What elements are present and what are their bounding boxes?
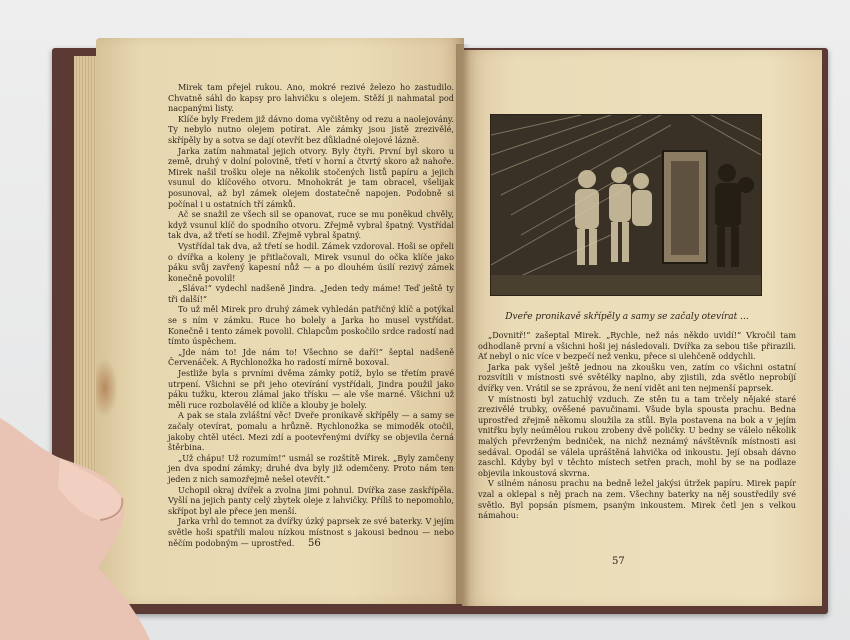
illustration-caption: Dveře pronikavě skřípěly a samy se začaly otevírat ... bbox=[505, 312, 749, 322]
paragraph: A pak se stala zvláštní věc! Dveře pronikavě skřípěly — a samy se začaly otevírat, pomalu a hrůzně. Rychlonožka se mimoděk otočil, jakoby chtěl utéci. Mezi zdí a pootevřenými dvířky se objevila černá štěrbina. bbox=[168, 410, 454, 453]
paragraph: Mirek tam přejel rukou. Ano, mokré rezivé železo ho zastudilo. Chvatně sáhl do kapsy pro lahvičku s olejem. Stěží ji nahmatal pod nacpanými listy. bbox=[168, 82, 454, 114]
paragraph: V silném nánosu prachu na bedně ležel jakýsi útržek papíru. Mirek papír vzal a oklepal s něj prach na zem. Všechny baterky na něj soustředily své světlo. Byl popsán písmem, psaným inkoustem. Mirek četl jen s velkou námahou: bbox=[478, 478, 796, 521]
left-page bbox=[96, 38, 464, 604]
paragraph: Jarka zatím nahmatal jejich otvory. Byly čtyři. První byl skoro u země, druhý v dolní polovině, třetí v horní a čtvrtý skoro až nahoře. Mirek našil trošku oleje na několik stočených listů papíru a jejich vsunul do klíčového otvoru. Mnohokrát je tam obracel, všelijak posunoval, až byl zámek olejem dostatečně napojen. Podobně si počínal i u ostatních tří zámků. bbox=[168, 145, 454, 209]
paragraph: Jestliže byla s prvními dvěma zámky potíž, bylo se třetím pravé utrpení. Všichni se při jeho otevírání vystřídali, Jindra použil jako páku tužku, kterou zlámal jako třísku — ale vše marné. Všichni už měli ruce rozbolavělé od klíče a klouby je bolely. bbox=[168, 368, 454, 410]
hand-holding-book bbox=[0, 418, 150, 640]
right-page-text bbox=[478, 330, 796, 521]
paragraph: V místnosti byl zatuchlý vzduch. Ze stěn tu a tam trčely nějaké staré zrezivělé trubky, ověšené pavučinami. Všude byla spousta prachu. Bedna uprostřed zřejmě někomu sloužila za stůl. Byla postavena na bok a v jejím vnitřku byly neúmělou rukou zrobeny dvě poličky. U bedny se válelo několik malých převrženým bedniček, na nichž neznámý návštěvník místnosti asi sedával. Opodál se válela upráštěná lahvička od inkoustu. Její obsah dávno zaschl. Kdyby byl v těchto místech setřen prach, mohl by se na podlaze objevila inkoustová skvrna. bbox=[478, 393, 796, 478]
paragraph: Vystřídal tak dva, až třetí se hodil. Zámek vzdoroval. Hoši se opřeli o dvířka a koleny je přitlačovali, Mirek vsunul do očka klíče jako páku svůj zavřený kapesní nůž — a po dlouhém úsilí rezivý zámek konečně povolil! bbox=[168, 240, 454, 283]
book-gutter bbox=[456, 44, 470, 606]
paragraph: „Dovnitř!“ zašeptal Mirek. „Rychle, než nás někdo uvidí!“ Vkročil tam odhodlaně první a všichni hoši jej následovali. Dvířka za sebou tiše přirazili. Ať nebyl o nic více v bezpečí než venku, přece si ulehčeně oddychli. bbox=[478, 330, 796, 362]
paragraph: Klíče byly Fredem již dávno doma vyčištěny od rezu a naolejovány. Ty nebylo nutno olejem potírat. Ale zámky jsou jistě zrezivělé, skřípěly by a sotva se dají otevřít bez důkladné olejové lázně. bbox=[168, 113, 454, 145]
right-page bbox=[462, 50, 822, 606]
paragraph: Jarka pak vyšel ještě jednou na zkoušku ven, zatím co všichni ostatní rozsvítili v místnosti své světélky naplno, aby zjistili, zda světlo neprobíjí dvířky ven. Vrátil se se zprávou, že není vidět ani ten nejmenší paprsek. bbox=[478, 361, 796, 393]
paragraph: „Už chápu! Už rozumím!“ usmál se rozštítě Mirek. „Byly zamčeny jen dva spodní zámky; druhé dva byly již odemčeny. Proto nám ten jeden z nich samozřejmě nešel otevřít.“ bbox=[168, 452, 454, 484]
page-number-left: 56 bbox=[308, 538, 321, 549]
page-stain bbox=[96, 358, 118, 418]
paragraph: To už měl Mirek pro druhý zámek vyhledán patřičný klíč a potýkal se s ním v zámku. Ruce ho bolely a Jarka ho musel vystřídat. Konečně i tento zámek povolil. Chlapcům poskočilo srdce radostí nad tímto úspěchem. bbox=[168, 304, 454, 347]
page-number-right: 57 bbox=[612, 556, 625, 567]
paragraph: Jarka vrhl do temnot za dvířky úzký paprsek ze své baterky. V jejím světle hoši spatřili malou nízkou místnost s jakousi bednou — nebo něčím podobným — uprostřed. bbox=[168, 516, 454, 548]
paragraph: Uchopil okraj dvířek a zvolna jimi pohnul. Dvířka zase zaskřípěla. Vyšlí na jejich panty celý zbytek oleje z lahvičky. Příliš to nepomohlo, skřípot byl ale přece jen menší. bbox=[168, 484, 454, 516]
paragraph: „Jde nám to! Jde nám to! Všechno se daří!“ šeptal nadšeně Červenáček. A Rychlonožka ho radostí mírně boxoval. bbox=[168, 346, 454, 368]
paragraph: „Sláva!“ vydechl nadšeně Jindra. „Jeden tedy máme! Teď ještě ty tři další!“ bbox=[168, 283, 454, 304]
left-page-text bbox=[168, 82, 454, 548]
paragraph: Ač se snažil ze všech sil se opanovat, ruce se mu poněkud chvěly, když vsunul klíč do spodního otvoru. Zřejmě vybral špatný. Vystřídal tak dva, až třetí se hodil. Zřejmě vybral špatný. bbox=[168, 209, 454, 241]
woodcut-illustration bbox=[490, 114, 762, 296]
